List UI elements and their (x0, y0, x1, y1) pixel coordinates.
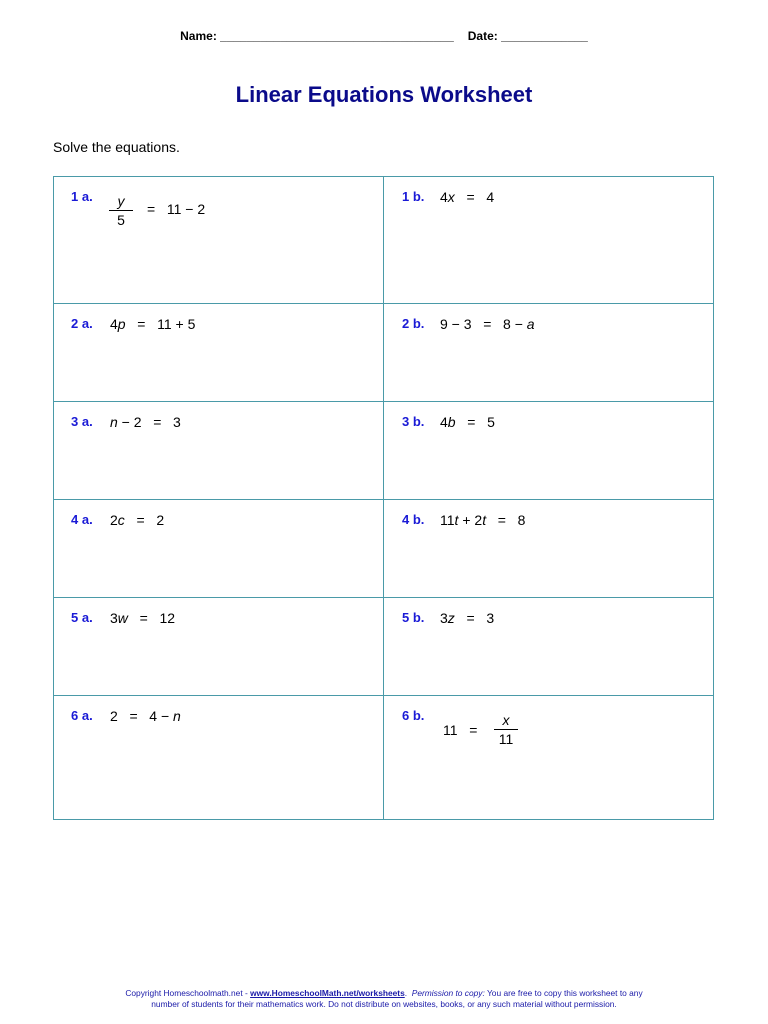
problem-label: 5 a. (71, 610, 93, 625)
permission-label: Permission to copy: (411, 988, 485, 998)
problem-label: 5 b. (402, 610, 425, 625)
problem-label: 4 b. (402, 512, 425, 527)
problem-cell-5a[interactable] (54, 598, 384, 695)
fraction-numerator: x (494, 712, 518, 730)
footer-line-2: number of students for their mathematics work. Do not distribute on websites, books, or any such material without permission. (151, 999, 617, 1009)
equation-rhs: = 11 − 2 (147, 201, 206, 217)
copyright-text: Copyright Homeschoolmath.net - (125, 988, 251, 998)
header-line (0, 29, 768, 43)
problem-cell-2a[interactable] (54, 304, 384, 401)
problem-row (54, 695, 713, 819)
fraction-denominator: 11 (498, 731, 514, 747)
equation: 2c = 2 (110, 512, 165, 528)
problem-label: 1 b. (402, 189, 425, 204)
problem-cell-2b[interactable] (384, 304, 713, 401)
equation: 9 − 3 = 8 − a (440, 316, 535, 332)
equation: 4x = 4 (440, 189, 495, 205)
problem-cell-1b[interactable] (384, 177, 713, 303)
problem-row (54, 597, 713, 695)
problem-cell-6a[interactable] (54, 696, 384, 819)
fraction-denominator: 5 (117, 212, 125, 228)
problem-cell-3b[interactable] (384, 402, 713, 499)
instructions: Solve the equations. (53, 139, 180, 155)
worksheets-link[interactable]: www.HomeschoolMath.net/worksheets (250, 988, 405, 998)
footer-line-1: Copyright Homeschoolmath.net - www.HomeschoolMath.net/worksheets. Permission to copy: You are free to copy this worksheet to any (125, 988, 643, 998)
problem-row (54, 401, 713, 499)
problem-label: 1 a. (71, 189, 93, 204)
equation-lhs: 11 = (443, 722, 478, 738)
equation: 4p = 11 + 5 (110, 316, 196, 332)
problem-cell-1a[interactable] (54, 177, 384, 303)
problem-row (54, 303, 713, 401)
permission-text: You are free to copy this worksheet to any (484, 988, 643, 998)
equation: 3w = 12 (110, 610, 176, 626)
fraction (494, 712, 518, 747)
equation: 11t + 2t = 8 (440, 512, 526, 528)
fraction-numerator: y (109, 193, 133, 211)
equation: 4b = 5 (440, 414, 495, 430)
problem-label: 2 a. (71, 316, 93, 331)
equation: 3z = 3 (440, 610, 495, 626)
page-title: Linear Equations Worksheet (235, 82, 533, 107)
problem-grid (53, 176, 714, 820)
problem-label: 6 b. (402, 708, 425, 723)
problem-label: 3 b. (402, 414, 425, 429)
problem-label: 3 a. (71, 414, 93, 429)
problem-cell-4b[interactable] (384, 500, 713, 597)
equation: 2 = 4 − n (110, 708, 181, 724)
problem-cell-5b[interactable] (384, 598, 713, 695)
footer (0, 988, 768, 1010)
problem-row (54, 177, 713, 303)
problem-cell-4a[interactable] (54, 500, 384, 597)
problem-row (54, 499, 713, 597)
problem-label: 6 a. (71, 708, 93, 723)
problem-label: 2 b. (402, 316, 425, 331)
problem-cell-6b[interactable] (384, 696, 713, 819)
problem-cell-3a[interactable] (54, 402, 384, 499)
equation: n − 2 = 3 (110, 414, 181, 430)
date-field[interactable]: Date: _____________ (467, 29, 588, 43)
problem-label: 4 a. (71, 512, 93, 527)
name-field[interactable]: Name: ___________________________________ (180, 29, 454, 43)
fraction (109, 193, 133, 228)
